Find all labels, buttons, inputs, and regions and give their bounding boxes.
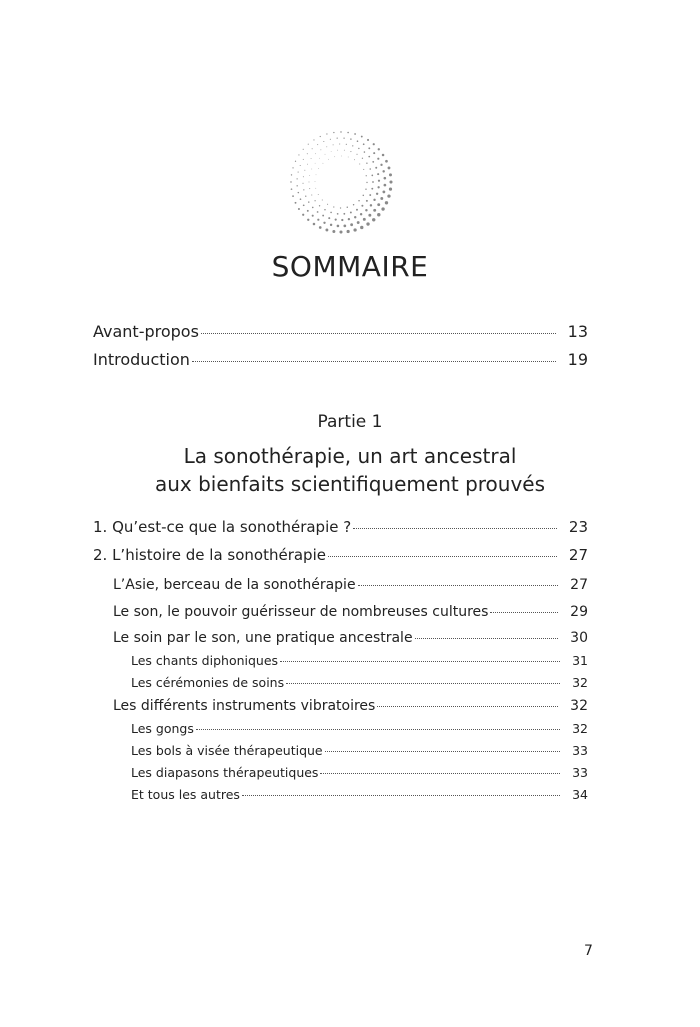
logo-dot (350, 211, 352, 213)
logo-dot (346, 144, 347, 145)
logo-dot (369, 194, 371, 196)
logo-dot (339, 230, 342, 233)
logo-dot (360, 226, 363, 229)
logo-dot (356, 154, 357, 155)
toc-entry-label: Introduction (93, 350, 190, 369)
logo-dot (344, 150, 345, 151)
logo-dot (353, 204, 354, 205)
logo-dot (371, 175, 373, 177)
logo-dot (308, 201, 309, 202)
page-number: 7 (584, 943, 593, 959)
logo-dot (328, 159, 329, 160)
logo-dot (333, 132, 334, 133)
toc-entry-chapter-1[interactable] (93, 518, 588, 536)
logo-dot (389, 180, 392, 183)
logo-dot (298, 154, 299, 155)
partie-title (0, 442, 700, 498)
logo-dot (298, 192, 299, 193)
toc-entry-page: 32 (570, 698, 588, 714)
logo-dot (337, 150, 338, 151)
logo-dot (318, 168, 319, 169)
toc-entry-label: Les cérémonies de soins (131, 675, 285, 690)
toc-entry-page: 23 (568, 518, 588, 536)
logo-dot (384, 184, 387, 187)
logo-dot (368, 156, 370, 158)
logo-dot (341, 219, 343, 221)
logo-dot (307, 219, 309, 221)
toc-entry-page: 33 (572, 765, 588, 780)
logo-dot (311, 169, 312, 170)
logo-dot (316, 174, 317, 175)
logo-dot (333, 206, 334, 207)
logo-dot (348, 218, 350, 220)
logo-dot (317, 211, 319, 213)
logo-dot (337, 138, 338, 139)
logo-dot (382, 191, 385, 194)
logo-dot (380, 164, 382, 166)
logo-dot (358, 148, 359, 149)
toc-entry-section[interactable] (113, 630, 588, 646)
logo-dot (311, 158, 312, 159)
logo-dot (378, 180, 380, 182)
logo-dot (298, 208, 300, 210)
logo-dot (367, 139, 369, 141)
dot-leader (280, 660, 560, 662)
toc-entry-label: Avant-propos (93, 322, 199, 341)
logo-dot (343, 213, 345, 215)
logo-dot (313, 139, 314, 140)
logo-dot (339, 144, 340, 145)
logo-dot (371, 188, 373, 190)
logo-dot (295, 161, 296, 162)
logo-dot (302, 183, 303, 184)
toc-entry-page: 34 (572, 787, 588, 802)
dot-leader (242, 794, 560, 796)
toc-entry-label: Les diapasons thérapeutiques (131, 765, 319, 780)
logo-dot (363, 218, 366, 221)
logo-dot (315, 153, 316, 154)
logo-dot (343, 224, 346, 227)
logo-dot (366, 222, 369, 225)
logo-dot (373, 199, 375, 201)
toc-entry-subsection[interactable] (131, 721, 588, 736)
logo-dot (292, 167, 293, 168)
logo-dot (330, 224, 332, 226)
logo-dot (312, 148, 313, 149)
logo-dot (323, 163, 324, 164)
logo-dot (348, 157, 349, 158)
logo-dot (291, 188, 293, 190)
logo-dot (366, 182, 367, 183)
logo-dot (377, 203, 380, 206)
logo-dot (389, 173, 392, 176)
logo-dot (366, 163, 367, 164)
logo-dot (372, 161, 374, 163)
logo-dot (347, 230, 350, 233)
logo-dot (317, 219, 319, 221)
dot-leader (490, 611, 558, 613)
toc-entry-label: Les différents instruments vibratoires (113, 698, 376, 714)
logo-dot (300, 198, 302, 200)
logo-dot (357, 221, 360, 224)
logo-dot (362, 158, 363, 159)
logo-dot (312, 207, 314, 209)
logo-dot (377, 173, 379, 175)
logo-dot (291, 174, 292, 175)
logo-dot (378, 148, 380, 150)
logo-dot (312, 215, 314, 217)
logo-dot (389, 188, 392, 191)
logo-dot (322, 200, 323, 201)
logo-dot (369, 168, 371, 170)
dot-leader (325, 750, 560, 752)
toc-entry-page: 33 (572, 743, 588, 758)
logo-dot (304, 170, 305, 171)
logo-dot (373, 143, 375, 145)
toc-entry-subsection[interactable] (131, 765, 588, 780)
logo-dot (326, 146, 327, 147)
logo-dot (340, 207, 341, 208)
logo-dot (341, 156, 342, 157)
logo-dot (308, 144, 309, 145)
logo-dot (335, 219, 337, 221)
logo-dot (324, 209, 325, 210)
logo-dot (300, 165, 301, 166)
logo-dot (382, 170, 384, 172)
toc-entry-introduction[interactable] (93, 350, 588, 369)
logo-dot (368, 214, 371, 217)
logo-dot (377, 213, 380, 216)
logo-dot (319, 226, 322, 229)
logo-dot (309, 188, 310, 189)
dotted-circle-logo (287, 128, 395, 236)
logo-dot (360, 213, 362, 215)
logo-dot (352, 145, 353, 146)
logo-dot (381, 207, 384, 210)
toc-entry-label: 2. L’histoire de la sonothérapie (93, 546, 326, 564)
logo-dot (365, 188, 366, 189)
toc-entry-section[interactable] (113, 698, 588, 714)
logo-dot (297, 185, 298, 186)
logo-dot (365, 209, 367, 211)
logo-dot (366, 200, 368, 202)
toc-entry-label: Les bols à visée thérapeutique (131, 743, 323, 758)
dot-leader (415, 637, 559, 639)
logo-dot (305, 196, 306, 197)
toc-entry-page: 27 (570, 577, 588, 593)
logo-dot (315, 181, 316, 182)
toc-entry-section[interactable] (113, 604, 588, 620)
logo-dot (363, 195, 364, 196)
logo-dot (385, 201, 388, 204)
logo-dot (327, 204, 328, 205)
logo-dot (334, 156, 335, 157)
logo-dot (317, 144, 318, 145)
logo-dot (359, 163, 360, 164)
toc-entry-page: 19 (567, 350, 588, 369)
logo-dot (320, 149, 321, 150)
logo-dot (356, 209, 358, 211)
logo-dot (322, 215, 324, 217)
toc-entry-section[interactable] (113, 577, 588, 593)
dot-leader (358, 584, 559, 586)
logo-dot (353, 228, 356, 231)
logo-dot (363, 169, 364, 170)
page-title: SOMMAIRE (271, 250, 429, 283)
logo-dot (292, 195, 294, 197)
partie-title-line-2: aux bienfaits scientifiquement prouvés (154, 472, 546, 496)
logo-dot (307, 164, 308, 165)
toc-entry-label: Le son, le pouvoir guérisseur de nombreuses cultures (113, 604, 489, 620)
logo-dot (358, 200, 359, 201)
logo-dot (350, 151, 351, 152)
logo-dot (350, 223, 353, 226)
dot-leader (286, 682, 560, 684)
logo-dot (303, 176, 304, 177)
toc-entry-label: 1. Qu’est-ce que la sonothérapie ? (93, 518, 352, 536)
logo-dot (325, 154, 326, 155)
logo-dot (318, 194, 319, 195)
toc-entry-page: 13 (567, 322, 588, 341)
logo-dot (337, 225, 340, 228)
logo-dot (388, 166, 391, 169)
logo-dot (357, 140, 359, 142)
logo-dot (347, 132, 349, 134)
logo-dot (328, 217, 330, 219)
dot-leader (320, 772, 560, 774)
logo-dot (319, 158, 320, 159)
toc-entry-subsection[interactable] (131, 743, 588, 758)
dot-leader (201, 332, 556, 334)
logo-dot (384, 177, 387, 180)
logo-dot (350, 138, 351, 139)
toc-entry-label: L’Asie, berceau de la sonothérapie (113, 577, 356, 593)
dot-leader (192, 360, 556, 362)
logo-dot (368, 147, 370, 149)
logo-dot (343, 137, 344, 138)
logo-dot (372, 218, 375, 221)
logo-dot (315, 188, 316, 189)
toc-entry-chapter-2[interactable] (93, 546, 588, 564)
toc-entry-label: Le soin par le son, une pratique ancestrale (113, 630, 413, 646)
logo-dot (340, 131, 341, 132)
logo-dot (373, 209, 376, 212)
logo-dot (313, 223, 316, 226)
logo-dot (361, 136, 363, 138)
logo-dot (330, 212, 332, 214)
logo-dot (387, 194, 390, 197)
logo-dot (319, 205, 320, 206)
toc-entry-avant-propos[interactable] (93, 322, 588, 341)
logo-dot (303, 159, 304, 160)
logo-dot (295, 202, 297, 204)
logo-dot (303, 189, 304, 190)
logo-dot (385, 160, 388, 163)
toc-entry-page: 30 (570, 630, 588, 646)
logo-dot (325, 229, 328, 232)
dot-leader (377, 705, 558, 707)
toc-entry-label: Les gongs (131, 721, 194, 736)
logo-dot (382, 154, 385, 157)
toc-entry-label: Les chants diphoniques (131, 653, 279, 668)
logo-dot (323, 141, 324, 142)
logo-dot (315, 163, 316, 164)
toc-entry-page: 27 (568, 546, 588, 564)
logo-dot (372, 181, 374, 183)
logo-dot (303, 149, 304, 150)
toc-entry-subsection[interactable] (131, 787, 588, 802)
logo-dot (323, 222, 325, 224)
logo-dot (331, 151, 332, 152)
toc-entry-page: 31 (572, 653, 588, 668)
logo-dot (364, 151, 366, 153)
logo-dot (311, 194, 312, 195)
toc-entry-page: 29 (570, 604, 588, 620)
logo-dot (302, 214, 304, 216)
dot-leader (328, 555, 557, 557)
toc-entry-subsection[interactable] (131, 675, 588, 690)
logo-dot (307, 153, 308, 154)
dot-leader (353, 527, 557, 529)
partie-title-line-1: La sonothérapie, un art ancestral (183, 444, 517, 468)
logo-dot (330, 139, 331, 140)
logo-dot (376, 193, 378, 195)
logo-dot (332, 230, 335, 233)
logo-dot (298, 172, 299, 173)
toc-entry-subsection[interactable] (131, 653, 588, 668)
logo-dot (354, 159, 355, 160)
logo-dot (363, 143, 365, 145)
logo-dot (377, 186, 379, 188)
toc-entry-label: Et tous les autres (131, 787, 240, 802)
toc-entry-page: 32 (572, 675, 588, 690)
logo-dot (303, 204, 305, 206)
logo-dot (320, 136, 321, 137)
logo-dot (337, 213, 339, 215)
logo-dot (377, 158, 379, 160)
logo-dot (290, 181, 291, 182)
logo-dot (309, 182, 310, 183)
dot-leader (196, 728, 560, 730)
logo-dot (297, 178, 298, 179)
partie-label: Partie 1 (317, 412, 383, 432)
logo-dot (375, 167, 377, 169)
logo-dot (333, 144, 334, 145)
logo-dot (354, 216, 356, 218)
toc-entry-page: 32 (572, 721, 588, 736)
logo-dot (366, 175, 367, 176)
logo-dot (380, 197, 383, 200)
logo-dot (307, 210, 309, 212)
logo-dot (373, 152, 375, 154)
logo-dot (309, 175, 310, 176)
logo-dot (361, 205, 363, 207)
logo-dot (370, 204, 372, 206)
logo-dot (326, 133, 327, 134)
logo-dot (314, 200, 315, 201)
logo-dot (347, 207, 348, 208)
logo-dot (354, 133, 356, 135)
